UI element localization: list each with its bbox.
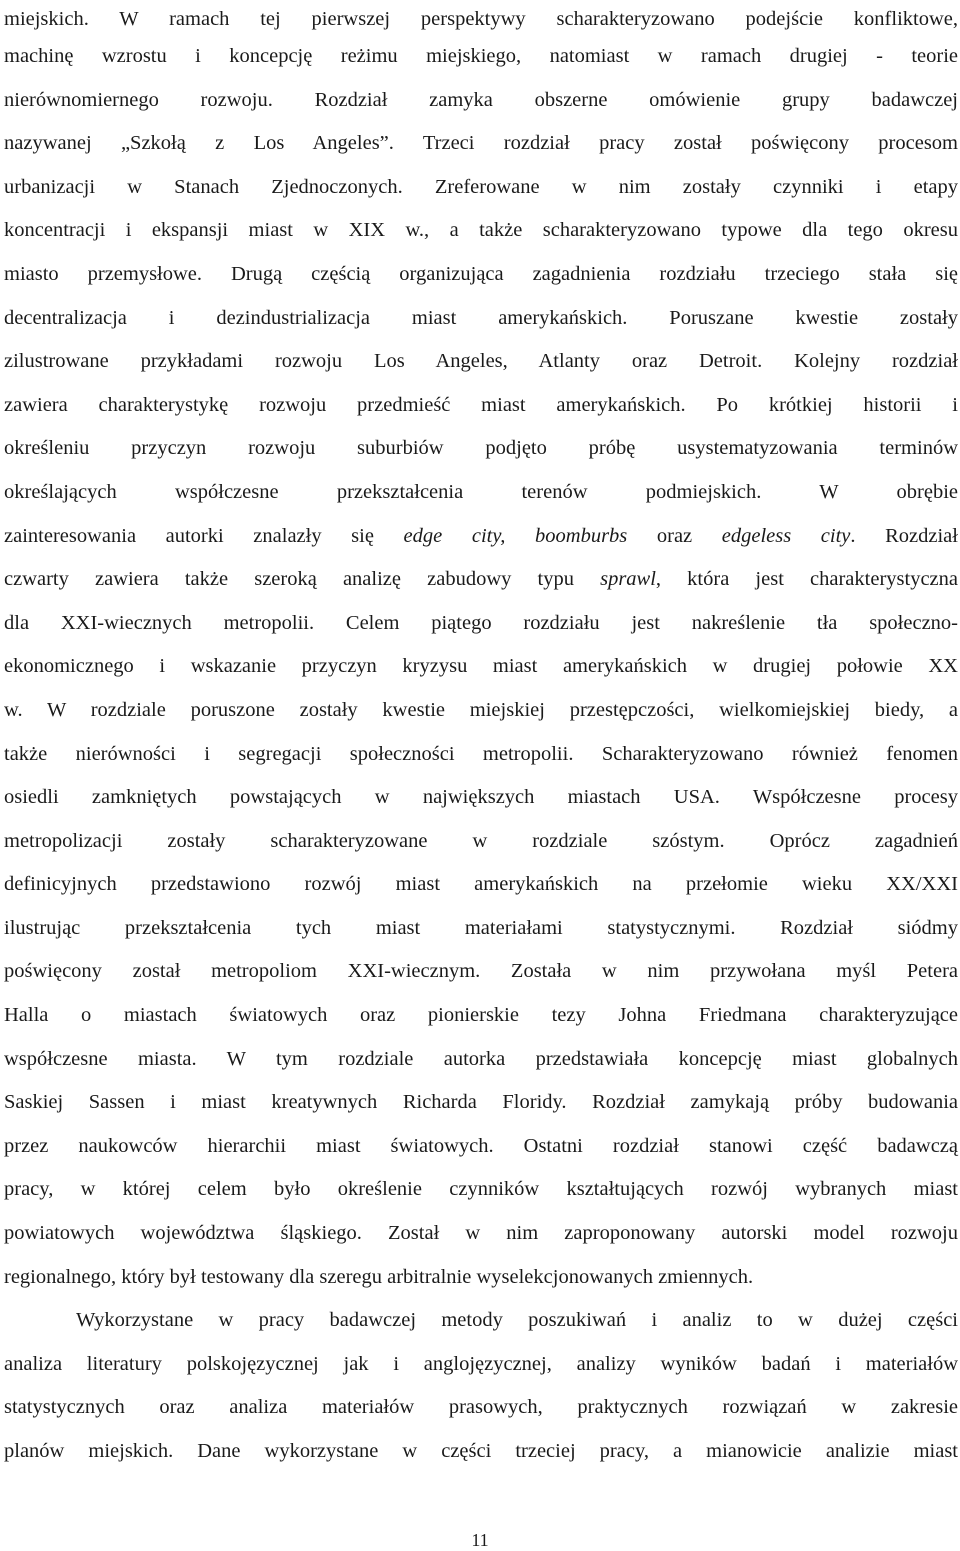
text-line: Halla o miastach światowych oraz pionierskie tezy Johna Friedmana charakteryzujące (4, 1004, 958, 1027)
text-line: określeniu przyczyn rozwoju suburbiów podjęto próbę usystematyzowania terminów (4, 437, 958, 460)
text-run: czwarty zawiera także szeroką analizę zabudowy typu (4, 568, 601, 591)
text-line: analiza literatury polskojęzycznej jak i anglojęzycznej, analizy wyników badań i materiałów (4, 1352, 958, 1375)
text-line: metropolizacji zostały scharakteryzowane w rozdziale szóstym. Oprócz zagadnień (4, 829, 958, 852)
text-line: dla XXI-wiecznych metropolii. Celem piątego rozdziału jest nakreślenie tła społeczno- (4, 611, 958, 634)
text-line: miejskich. W ramach tej pierwszej perspektywy scharakteryzowano podejście konfliktowe, (4, 8, 958, 30)
text-line: współczesne miasta. W tym rozdziale autorka przedstawiała koncepcję miast globalnych (4, 1047, 958, 1070)
text-line: nazywanej „Szkołą z Los Angeles”. Trzeci rozdział pracy został poświęcony procesom (4, 132, 958, 155)
italic-term: edgeless city (721, 524, 851, 547)
text-line: poświęcony został metropoliom XXI-wiecznym. Została w nim przywołana myśl Petera (4, 960, 958, 983)
text-line: Saskiej Sassen i miast kreatywnych Richarda Floridy. Rozdział zamykają próby budowania (4, 1091, 958, 1114)
paragraph-chapters-summary (4, 3, 958, 1299)
text-line: machinę wzrostu i koncepcję reżimu miejskiego, natomiast w ramach drugiej - teorie (4, 45, 958, 67)
text-line: powiatowych województwa śląskiego. Został w nim zaproponowany autorski model rozwoju (4, 1222, 958, 1245)
text-line: definicyjnych przedstawiono rozwój miast amerykańskich na przełomie wieku XX/XXI (4, 873, 958, 896)
text-line: miasto przemysłowe. Drugą częścią organizująca zagadnienia rozdziału trzeciego stała się (4, 262, 958, 285)
text-run: oraz (627, 524, 722, 547)
text-line: osiedli zamkniętych powstających w największych miastach USA. Współczesne procesy (4, 786, 958, 809)
text-line: także nierówności i segregacji społeczności metropolii. Scharakteryzowano również fenomen (4, 742, 958, 765)
text-run: zainteresowania autorki znalazły się (4, 524, 404, 547)
text-line: nierównomiernego rozwoju. Rozdział zamyka obszerne omówienie grupy badawczej (4, 88, 958, 111)
text-run: , która jest charakterystyczna (655, 568, 958, 591)
text-line: planów miejskich. Dane wykorzystane w części trzeciej pracy, a mianowicie analizie miast (4, 1440, 958, 1462)
document-page (4, 0, 958, 1474)
text-line: Wykorzystane w pracy badawczej metody poszukiwań i analiz to w dużej części (76, 1309, 958, 1332)
text-run: . Rozdział (850, 524, 958, 547)
text-line: przez naukowców hierarchii miast światowych. Ostatni rozdział stanowi część badawczą (4, 1134, 958, 1157)
text-line: zilustrowane przykładami rozwoju Los Angeles, Atlanty oraz Detroit. Kolejny rozdział (4, 350, 958, 373)
text-line-with-italics (4, 558, 958, 602)
text-line: koncentracji i ekspansji miast w XIX w., a także scharakteryzowano typowe dla tego okresu (4, 219, 958, 242)
text-line: w. W rozdziale poruszone zostały kwestie miejskiej przestępczości, wielkomiejskiej biedy, a (4, 698, 958, 721)
text-line: statystycznych oraz analiza materiałów prasowych, praktycznych rozwiązań w zakresie (4, 1396, 958, 1419)
text-line: regionalnego, który był testowany dla szeregu arbitralnie wyselekcjonowanych zmiennych. (4, 1265, 754, 1288)
italic-term: edge city, boomburbs (403, 524, 628, 547)
text-line: ilustrując przekształcenia tych miast materiałami statystycznymi. Rozdział siódmy (4, 916, 958, 939)
paragraph-methods (4, 1299, 958, 1473)
text-line: ekonomicznego i wskazanie przyczyn kryzysu miast amerykańskich w drugiej połowie XX (4, 655, 958, 678)
text-line: określających współczesne przekształcenia terenów podmiejskich. W obrębie (4, 480, 958, 503)
text-line: decentralizacja i dezindustrializacja miast amerykańskich. Poruszane kwestie zostały (4, 306, 958, 329)
text-line: pracy, w której celem było określenie czynników kształtujących rozwój wybranych miast (4, 1178, 958, 1201)
italic-term: sprawl (600, 568, 656, 591)
page-number: 11 (471, 1530, 489, 1550)
text-line: zawiera charakterystykę rozwoju przedmieść miast amerykańskich. Po krótkiej historii i (4, 393, 958, 416)
text-line: urbanizacji w Stanach Zjednoczonych. Zreferowane w nim zostały czynniki i etapy (4, 175, 958, 198)
text-line-with-italics (4, 515, 958, 559)
